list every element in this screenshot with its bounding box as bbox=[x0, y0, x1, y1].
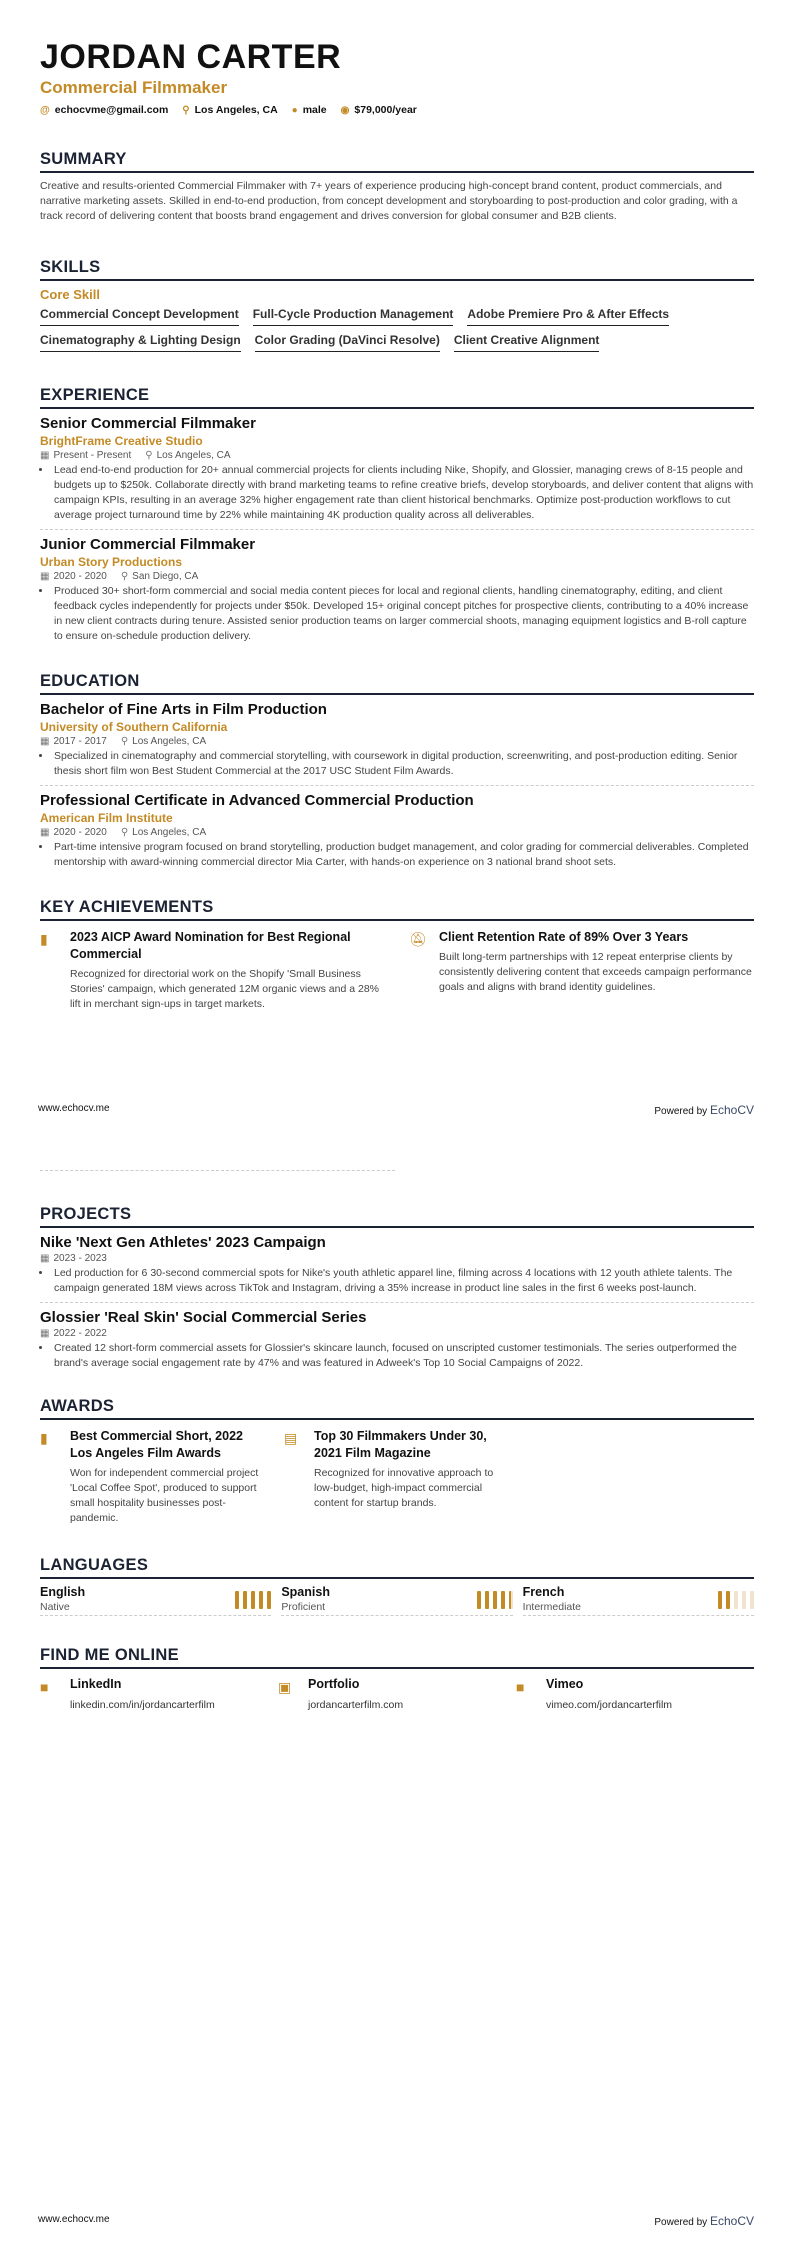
entry-dates: 2020 - 2020 bbox=[53, 827, 107, 838]
rating-bar bbox=[235, 1591, 239, 1609]
skill-tag: Color Grading (DaVinci Resolve) bbox=[255, 330, 440, 352]
entry-title: Nike 'Next Gen Athletes' 2023 Campaign bbox=[40, 1234, 326, 1251]
achievement-item bbox=[409, 929, 754, 1012]
language-item bbox=[40, 1585, 271, 1616]
entry-location: Los Angeles, CA bbox=[132, 827, 207, 838]
education-entry bbox=[40, 701, 754, 786]
online-url[interactable]: vimeo.com/jordancarterfilm bbox=[546, 1699, 673, 1711]
entry-title: Glossier 'Real Skin' Social Commercial Series bbox=[40, 1309, 367, 1326]
online-url[interactable]: jordancarterfilm.com bbox=[308, 1699, 404, 1711]
entry-dates: 2023 - 2023 bbox=[53, 1253, 107, 1264]
entry-org: American Film Institute bbox=[40, 811, 173, 825]
entry-org: BrightFrame Creative Studio bbox=[40, 434, 203, 448]
project-entry bbox=[40, 1234, 754, 1303]
section-heading-awards: AWARDS bbox=[40, 1397, 754, 1420]
calendar-icon: ▦ bbox=[40, 571, 50, 582]
bell-off-icon: 🔕︎ bbox=[409, 931, 427, 947]
briefcase-icon: ■ bbox=[40, 1679, 49, 1695]
briefcase-icon: ■ bbox=[516, 1679, 525, 1695]
bar-chart-icon: ▮ bbox=[40, 1430, 48, 1446]
rating-bar bbox=[718, 1591, 722, 1609]
experience-entry bbox=[40, 536, 754, 650]
language-level: Proficient bbox=[281, 1601, 326, 1613]
email[interactable]: echocvme@gmail.com bbox=[54, 104, 169, 116]
calendar-icon: ▦ bbox=[40, 827, 50, 838]
calendar-chart-icon: ▣ bbox=[278, 1679, 292, 1695]
skill-group-label: Core Skill bbox=[40, 287, 100, 302]
language-item bbox=[281, 1585, 512, 1616]
salary: $79,000/year bbox=[354, 104, 417, 116]
language-rating bbox=[477, 1585, 513, 1613]
award-title: Top 30 Filmmakers Under 30, 2021 Film Magazine bbox=[314, 1429, 487, 1460]
rating-bar bbox=[485, 1591, 489, 1609]
experience-entry bbox=[40, 415, 754, 530]
online-item bbox=[40, 1677, 278, 1711]
location-pin-icon: ⚲ bbox=[120, 571, 129, 582]
footer-site-link[interactable]: www.echocv.me bbox=[38, 1103, 110, 1114]
rating-bar bbox=[267, 1591, 271, 1609]
online-item bbox=[278, 1677, 516, 1711]
entry-org: University of Southern California bbox=[40, 720, 228, 734]
skill-tag: Adobe Premiere Pro & After Effects bbox=[467, 304, 669, 326]
language-name: English bbox=[40, 1585, 86, 1599]
skills-list bbox=[40, 304, 754, 352]
online-item bbox=[516, 1677, 754, 1711]
entry-title: Professional Certificate in Advanced Commercial Production bbox=[40, 792, 474, 809]
entry-bullet: • Produced 30+ short-form commercial and social media content pieces for local and regional clients, handling cinematography, editing, and client feedback cycles independently for projects under $50k. Developed 15+ original concept pitches for prospective clients, contributing to a 40% increase in new client contracts during tenure. Assisted senior production teams on larger commercial shoots, managing equipment logistics and B-roll capture to ensure on-schedule production delivery. bbox=[52, 584, 754, 644]
entry-location: Los Angeles, CA bbox=[132, 736, 207, 747]
entry-title: Junior Commercial Filmmaker bbox=[40, 536, 256, 553]
section-heading-achievements: KEY ACHIEVEMENTS bbox=[40, 898, 754, 921]
calendar-icon: ▦ bbox=[40, 1253, 50, 1264]
languages-list bbox=[40, 1585, 754, 1616]
section-heading-summary: SUMMARY bbox=[40, 150, 754, 173]
entry-dates: 2020 - 2020 bbox=[53, 571, 107, 582]
award-item bbox=[40, 1428, 260, 1526]
entry-bullet: • Created 12 short-form commercial assets for Glossier's skincare launch, focused on unscripted customer testimonials. The series outperformed the brand's average social engagement rate by 47% and was featured in Adweek's Top 10 Social Campaigns of 2022. bbox=[52, 1341, 754, 1371]
rating-bar bbox=[493, 1591, 497, 1609]
skill-tag: Cinematography & Lighting Design bbox=[40, 330, 241, 352]
language-level: Native bbox=[40, 1601, 70, 1613]
section-heading-online: FIND ME ONLINE bbox=[40, 1646, 754, 1669]
project-entry bbox=[40, 1309, 754, 1377]
education-entry bbox=[40, 792, 754, 876]
footer-powered-label: Powered by bbox=[654, 2217, 708, 2228]
location-pin-icon: ⚲ bbox=[120, 827, 129, 838]
location-pin-icon: ⚲ bbox=[120, 736, 129, 747]
achievement-title: Client Retention Rate of 89% Over 3 Years bbox=[439, 930, 689, 944]
entry-title: Senior Commercial Filmmaker bbox=[40, 415, 256, 432]
achievement-item bbox=[40, 929, 385, 1012]
footer-brand[interactable]: EchoCV bbox=[709, 1103, 754, 1117]
rating-bar bbox=[742, 1591, 746, 1609]
award-title: Best Commercial Short, 2022 Los Angeles Film Awards bbox=[70, 1429, 243, 1460]
section-heading-projects: PROJECTS bbox=[40, 1205, 754, 1228]
chart-icon: ▮ bbox=[40, 931, 48, 947]
entry-location: San Diego, CA bbox=[132, 571, 199, 582]
online-url[interactable]: linkedin.com/in/jordancarterfilm bbox=[70, 1699, 215, 1711]
achievement-desc: Recognized for directorial work on the Shopify 'Small Business Stories' campaign, which generated 12M organic views and a 28% lift in merchant sign-ups in target markets. bbox=[70, 968, 380, 1010]
language-name: French bbox=[522, 1585, 565, 1599]
online-name: Vimeo bbox=[546, 1677, 584, 1691]
skill-tag: Full-Cycle Production Management bbox=[253, 304, 454, 326]
online-name: LinkedIn bbox=[70, 1677, 122, 1691]
gender: male bbox=[302, 104, 327, 116]
calendar-icon: ▦ bbox=[40, 736, 50, 747]
awards-list bbox=[40, 1428, 754, 1526]
achievement-desc: Built long-term partnerships with 12 repeat enterprise clients by consistently delivering content that exceeds campaign performance goals and aligns with brand identity guidelines. bbox=[439, 951, 752, 993]
location-pin-icon: ⚲ bbox=[182, 105, 190, 116]
rating-bar bbox=[501, 1591, 505, 1609]
entry-bullet: • Led production for 6 30-second commercial spots for Nike's youth athletic apparel line, filming across 4 locations with 12 youth athlete talents. The campaign generated 18M views across TikTok and Instagram, driving a 35% increase in product line sales in the first 6 weeks post-launch. bbox=[52, 1266, 754, 1296]
language-name: Spanish bbox=[281, 1585, 330, 1599]
entry-dates: Present - Present bbox=[53, 450, 132, 461]
footer-brand[interactable]: EchoCV bbox=[709, 2214, 754, 2228]
language-item bbox=[523, 1585, 754, 1616]
candidate-name: JORDAN CARTER bbox=[40, 38, 342, 76]
divider bbox=[40, 1170, 395, 1171]
language-level: Intermediate bbox=[522, 1601, 582, 1613]
achievements-list bbox=[40, 929, 754, 1012]
language-rating bbox=[235, 1585, 271, 1613]
entry-bullet: • Part-time intensive program focused on brand storytelling, production budget management, and color grading for commercial deliverables. Completed mentorship with award-winning commercial director Mia Carter, with hands-on experience on 3 national brand shoot sets. bbox=[52, 840, 754, 870]
skill-tag: Client Creative Alignment bbox=[454, 330, 600, 352]
language-rating bbox=[718, 1585, 754, 1613]
at-icon: @ bbox=[40, 105, 50, 116]
page-footer bbox=[38, 1103, 754, 1117]
rating-bar bbox=[509, 1591, 513, 1609]
entry-title: Bachelor of Fine Arts in Film Production bbox=[40, 701, 327, 718]
person-icon: ● bbox=[291, 105, 298, 116]
rating-bar bbox=[251, 1591, 255, 1609]
rating-bar bbox=[750, 1591, 754, 1609]
rating-bar bbox=[259, 1591, 263, 1609]
section-heading-education: EDUCATION bbox=[40, 672, 754, 695]
rating-bar bbox=[477, 1591, 481, 1609]
rating-bar bbox=[243, 1591, 247, 1609]
entry-dates: 2017 - 2017 bbox=[53, 736, 107, 747]
award-desc: Won for independent commercial project 'Local Coffee Spot', produced to support small hospitality businesses post-pandemic. bbox=[70, 1467, 259, 1524]
entry-location: Los Angeles, CA bbox=[156, 450, 231, 461]
resume-page-2 bbox=[0, 1135, 794, 2246]
achievement-title: 2023 AICP Award Nomination for Best Regional Commercial bbox=[70, 930, 351, 961]
award-desc: Recognized for innovative approach to low-budget, high-impact commercial content for startup brands. bbox=[314, 1467, 494, 1509]
rating-bar bbox=[734, 1591, 738, 1609]
section-heading-experience: EXPERIENCE bbox=[40, 386, 754, 409]
rating-bar bbox=[726, 1591, 730, 1609]
entry-bullet: • Specialized in cinematography and commercial storytelling, with coursework in digital production, screenwriting, and post-production editing. Senior thesis short film won Best Student Commercial at the 2017 USC Student Film Awards. bbox=[52, 749, 754, 779]
section-heading-languages: LANGUAGES bbox=[40, 1556, 754, 1579]
location: Los Angeles, CA bbox=[194, 104, 278, 116]
footer-site-link[interactable]: www.echocv.me bbox=[38, 2214, 110, 2225]
calendar-icon: ▦ bbox=[40, 1328, 50, 1339]
entry-org: Urban Story Productions bbox=[40, 555, 183, 569]
online-name: Portfolio bbox=[308, 1677, 360, 1691]
page-footer bbox=[38, 2214, 754, 2228]
entry-bullet: • Lead end-to-end production for 20+ annual commercial projects for clients including Nike, Shopify, and Glossier, managing crews of 8-15 people and budgets up to $250k. Collaborate directly with brand marketing teams to refine creative briefs, develop storyboards, and deliver content that aligns with campaign KPIs, resulting in an average 32% higher engagement rate than client historical benchmarks. Optimize post-production workflows to cut average project turnaround time by 22% while maintaining 4K production quality across all deliverables. bbox=[52, 463, 754, 523]
online-list bbox=[40, 1677, 754, 1711]
section-heading-skills: SKILLS bbox=[40, 258, 754, 281]
job-title: Commercial Filmmaker bbox=[40, 78, 228, 97]
entry-dates: 2022 - 2022 bbox=[53, 1328, 107, 1339]
contact-info bbox=[40, 104, 754, 116]
calendar-icon: ▦ bbox=[40, 450, 50, 461]
footer-powered-label: Powered by bbox=[654, 1106, 708, 1117]
award-item bbox=[284, 1428, 504, 1526]
skill-tag: Commercial Concept Development bbox=[40, 304, 239, 326]
location-pin-icon: ⚲ bbox=[145, 450, 153, 461]
coin-icon: ◉ bbox=[340, 105, 350, 116]
document-icon: ▤ bbox=[284, 1430, 298, 1446]
summary-text: Creative and results-oriented Commercial Filmmaker with 7+ years of experience producing high-concept brand content, product commercials, and narrative marketing assets. Skilled in end-to-end production, from concept development and storyboarding to post-production and color grading, with a track record of delivering content that boosts brand engagement and drives conversion for global consumer and B2B clients. bbox=[40, 180, 738, 222]
